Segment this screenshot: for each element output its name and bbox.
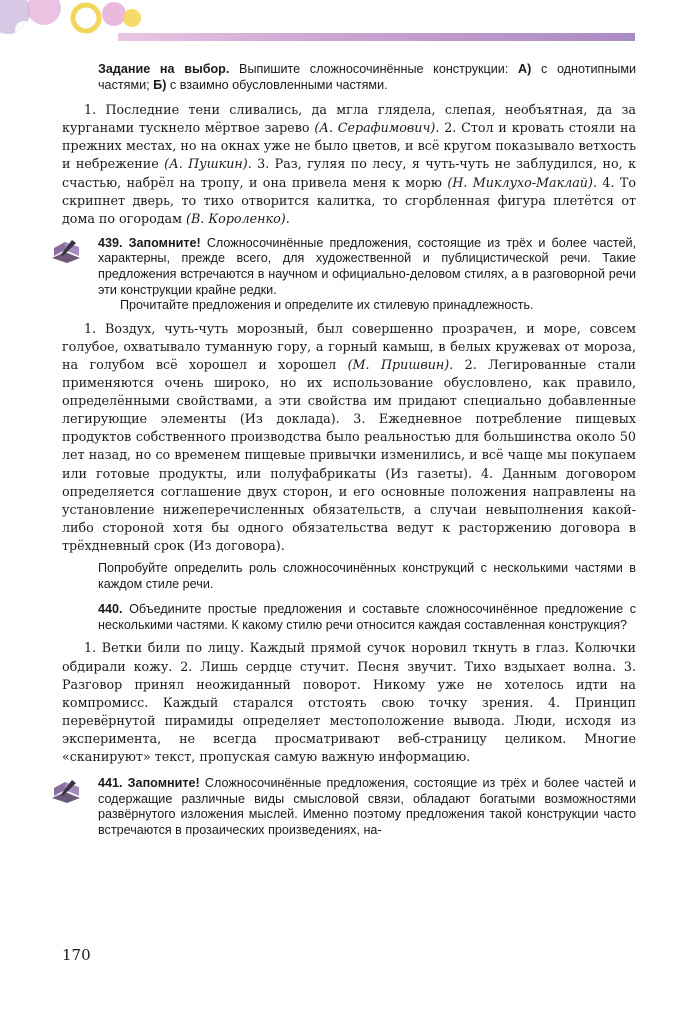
remember-label: Запомните! bbox=[128, 235, 201, 250]
exercise-441 bbox=[62, 776, 636, 838]
exercise-440-instruction: 440. Объедините простые предложения и составьте сложносочинённое предложение с несколькими частями. К какому стилю речи относится каждая составленная конструкция? bbox=[98, 602, 636, 632]
page-content bbox=[62, 62, 636, 838]
source: (Н. Миклухо-Маклай) bbox=[447, 174, 593, 190]
deco-ring bbox=[73, 5, 99, 31]
exercise-number: 439. bbox=[98, 235, 123, 250]
exercise-439-text bbox=[62, 320, 636, 555]
page-number: 170 bbox=[62, 946, 91, 964]
deco-circle bbox=[102, 2, 126, 26]
exercise-439-rule: 439. Запомните! Сложносочинённые предложения, состоящие из трёх и более частей, характерны, прежде всего, для художественной и публицистической речи. Такие предложения встречаются в научном и официально-деловом стилях, а в разговорной речи эти конструкции крайне редки. Прочитайте предложения и определите их стилевую принадлежность. bbox=[98, 235, 637, 313]
exercise-439-followup: Попробуйте определить роль сложносочинённых конструкций с несколькими частями в каждом стиле речи. bbox=[98, 561, 636, 591]
deco-circle bbox=[123, 9, 141, 27]
exercise-440-paragraph: 1. Ветки били по лицу. Каждый прямой сучок норовил ткнуть в глаз. Колючки обдирали кожу. 2. Лишь сердце стучит. Песня звучит. Тихо вздыхает волна. 3. Разговор принял неожиданный поворот. Никому уже не хотелось идти на компромисс. Каждый старался отстоять свою точку зрения. 4. Принцип перевёрнутой пирамиды определяет местоположение вывода. Люди, исходя из эксперимента, не всегда просматривают веб-страницу целиком. Многие «сканируют» текст, пропуская самую важную информацию. bbox=[62, 640, 636, 764]
remember-label: Запомните! bbox=[127, 776, 200, 791]
header-accent-bar bbox=[118, 33, 635, 41]
exercise-441-rule: 441. Запомните! Сложносочинённые предложения, состоящие из трёх и более частей и содержащие различные виды смысловой связи, обладают богатыми возможностями развёрнутого изложения мыслей. Именно поэтому предложения такой конструкции часто встречаются в прозаических произведениях, на- bbox=[98, 776, 636, 837]
remember-book-icon bbox=[50, 238, 84, 264]
exercise-439 bbox=[62, 236, 636, 314]
exercise-439-paragraph: 1. Воздух, чуть-чуть морозный, был совершенно прозрачен, и море, совсем голубое, охватывало туманную гору, а горный камыш, в белых кружевах от мороза, на голубом всё хорошел и хорошел (М. Пришвин). 2. Легированные стали применяются очень широко, но их использование обусловлено, как правило, определёнными свойствами, а эти свойства им придают специально добавленные легирующие элементы (Из доклада). 3. Ежедневное потребление пищевых продуктов собственного производства было реальностью для большинства около 50 лет назад, но со временем пищевые привычки изменились, и всё чаще мы покупаем или готовые продукты, или полуфабрикаты (Из газеты). 4. Данным договором определяется соглашение двух сторон, и его основные положения направлены на установление нижеперечисленных обязательств, а случаи невыполнения какой-либо стороной хотя бы одного обязательства ведут к расторжению договора в трёхдневный срок (Из договора). bbox=[62, 320, 636, 553]
header-decoration bbox=[0, 0, 690, 50]
choice-text-paragraph: 1. Последние тени сливались, да мгла глядела, слепая, необъятная, да за курганами тускнело мёртвое зарево (А. Серафимович). 2. Стол и кровать стояли на прежних местах, но на окнах уже не было цветов, и всё кругом показывало ветхость и небрежение (А. Пушкин). 3. Раз, гуляя по лесу, я чуть-чуть не заблудился, но, к счастью, набрёл на тропу, и она привела меня к морю (Н. Миклухо-Маклай). 4. То скрипнет дверь, то тихо отворится калитка, то сгорбленная фигура плетётся от дома по огородам (В. Короленко). bbox=[62, 102, 637, 226]
source: (А. Серафимович) bbox=[314, 120, 436, 136]
choice-task-label: Задание на выбор. bbox=[98, 62, 230, 76]
source: (В. Короленко) bbox=[186, 210, 286, 226]
deco-circle bbox=[27, 0, 61, 25]
exercise-number: 441. bbox=[98, 776, 123, 791]
source: (М. Пришвин) bbox=[347, 357, 450, 372]
exercise-number: 440. bbox=[98, 602, 123, 617]
exercise-440-text bbox=[62, 639, 636, 766]
exercise-439-instruction: Прочитайте предложения и определите их стилевую принадлежность. bbox=[120, 298, 534, 313]
deco-circle bbox=[15, 21, 33, 39]
remember-book-icon bbox=[50, 778, 84, 804]
choice-task-instruction: Задание на выбор. Выпишите сложносочинённые конструкции: А) с однотипными частями; Б) с взаимно обусловленными частями. bbox=[98, 62, 637, 92]
source: (А. Пушкин) bbox=[164, 156, 248, 172]
choice-task-text bbox=[62, 101, 636, 228]
